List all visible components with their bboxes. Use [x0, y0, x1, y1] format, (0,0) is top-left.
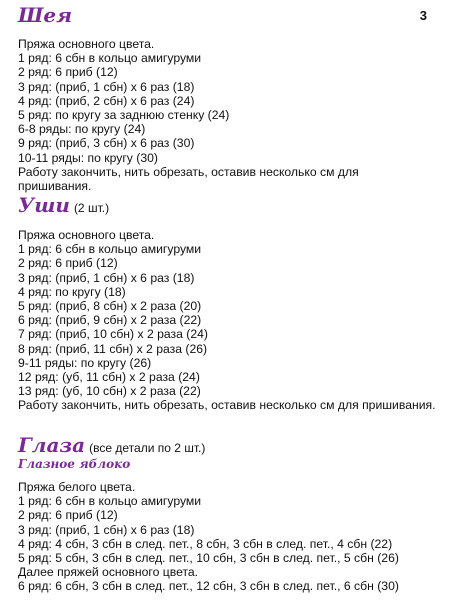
- instruction-line: 4 ряд: по кругу (18): [18, 284, 126, 299]
- ears-note: (2 шт.): [73, 201, 110, 215]
- instruction-line: Пряжа белого цвета.: [18, 480, 136, 494]
- instruction-line: 1 ряд: 6 сбн в кольцо амигуруми: [18, 242, 202, 257]
- eyes-title: Глаза: [18, 433, 86, 457]
- instruction-line: 3 ряд: (приб, 1 сбн) х 6 раз (18): [18, 270, 195, 285]
- instruction-line: 13 ряд: (уб, 10 сбн) х 2 раза (22): [18, 384, 201, 399]
- section-ears: [18, 194, 458, 413]
- instruction-line: 6 ряд: 6 сбн, 3 сбн в след. пет., 12 сбн, 3 сбн в след. пет., 6 сбн (30): [18, 579, 399, 594]
- instruction-line: 3 ряд: (приб, 1 сбн) х 6 раз (18): [18, 522, 195, 537]
- instruction-line: 1 ряд: 6 сбн в кольцо амигуруми: [18, 494, 202, 509]
- neck-title: Шея: [18, 3, 73, 27]
- ears-instructions: [18, 228, 458, 413]
- neck-instructions: [18, 37, 458, 193]
- instruction-line: Работу закончить, нить обрезать, оставив несколько см для пришивания.: [18, 164, 359, 194]
- instruction-line: 9 ряд: (приб, 3 сбн) х 6 раз (30): [18, 136, 195, 151]
- instruction-line: 6-8 ряды: по кругу (24): [18, 122, 146, 137]
- neck-heading-row: [18, 4, 458, 26]
- instruction-line: 2 ряд: 6 приб (12): [18, 65, 118, 80]
- instruction-line: 4 ряд: 4 сбн, 3 сбн в след. пет., 8 сбн, 3 сбн в след. пет., 4 сбн (22): [18, 536, 393, 551]
- eyes-instructions: [18, 480, 458, 594]
- instruction-line: 7 ряд: (приб, 10 сбн) х 2 раза (24): [18, 327, 208, 342]
- instruction-line: 10-11 ряды: по кругу (30): [18, 150, 158, 165]
- section-neck: [18, 4, 458, 193]
- instruction-line: 8 ряд: (приб, 11 сбн) х 2 раза (26): [18, 341, 208, 356]
- instruction-line: 12 ряд: (уб, 11 сбн) х 2 раза (24): [18, 370, 200, 385]
- instruction-line: 1 ряд: 6 сбн в кольцо амигуруми: [18, 51, 202, 66]
- instruction-line: Работу закончить, нить обрезать, оставив несколько см для пришивания.: [18, 398, 436, 413]
- instruction-line: 2 ряд: 6 приб (12): [18, 508, 118, 523]
- instruction-line: 5 ряд: по кругу за заднюю стенку (24): [18, 108, 230, 123]
- instruction-line: Далее пряжей основного цвета.: [18, 565, 199, 580]
- instruction-line: 5 ряд: 5 сбн, 3 сбн в след. пет., 10 сбн, 3 сбн в след. пет., 5 сбн (26): [18, 551, 399, 566]
- instruction-line: Пряжа основного цвета.: [18, 228, 155, 242]
- ears-title: Уши: [18, 193, 70, 217]
- eyeball-subtitle: Глазное яблоко: [18, 457, 131, 471]
- ears-heading-row: [18, 194, 458, 216]
- instruction-line: 5 ряд: (приб, 8 сбн) х 2 раза (20): [18, 299, 202, 314]
- instruction-line: 2 ряд: 6 приб (12): [18, 256, 118, 271]
- section-eyes: [18, 434, 458, 594]
- eyes-heading-row: [18, 434, 458, 456]
- instruction-line: 9-11 ряды: по кругу (26): [18, 355, 152, 370]
- instruction-line: 4 ряд: (приб, 2 сбн) х 6 раз (24): [18, 93, 195, 108]
- instruction-line: 3 ряд: (приб, 1 сбн) х 6 раз (18): [18, 79, 195, 94]
- instruction-line: Пряжа основного цвета.: [18, 37, 155, 51]
- instruction-line: 6 ряд: (приб, 9 сбн) х 2 раза (22): [18, 313, 202, 328]
- eyes-note: (все детали по 2 шт.): [89, 441, 206, 455]
- page-number: 3: [419, 8, 427, 23]
